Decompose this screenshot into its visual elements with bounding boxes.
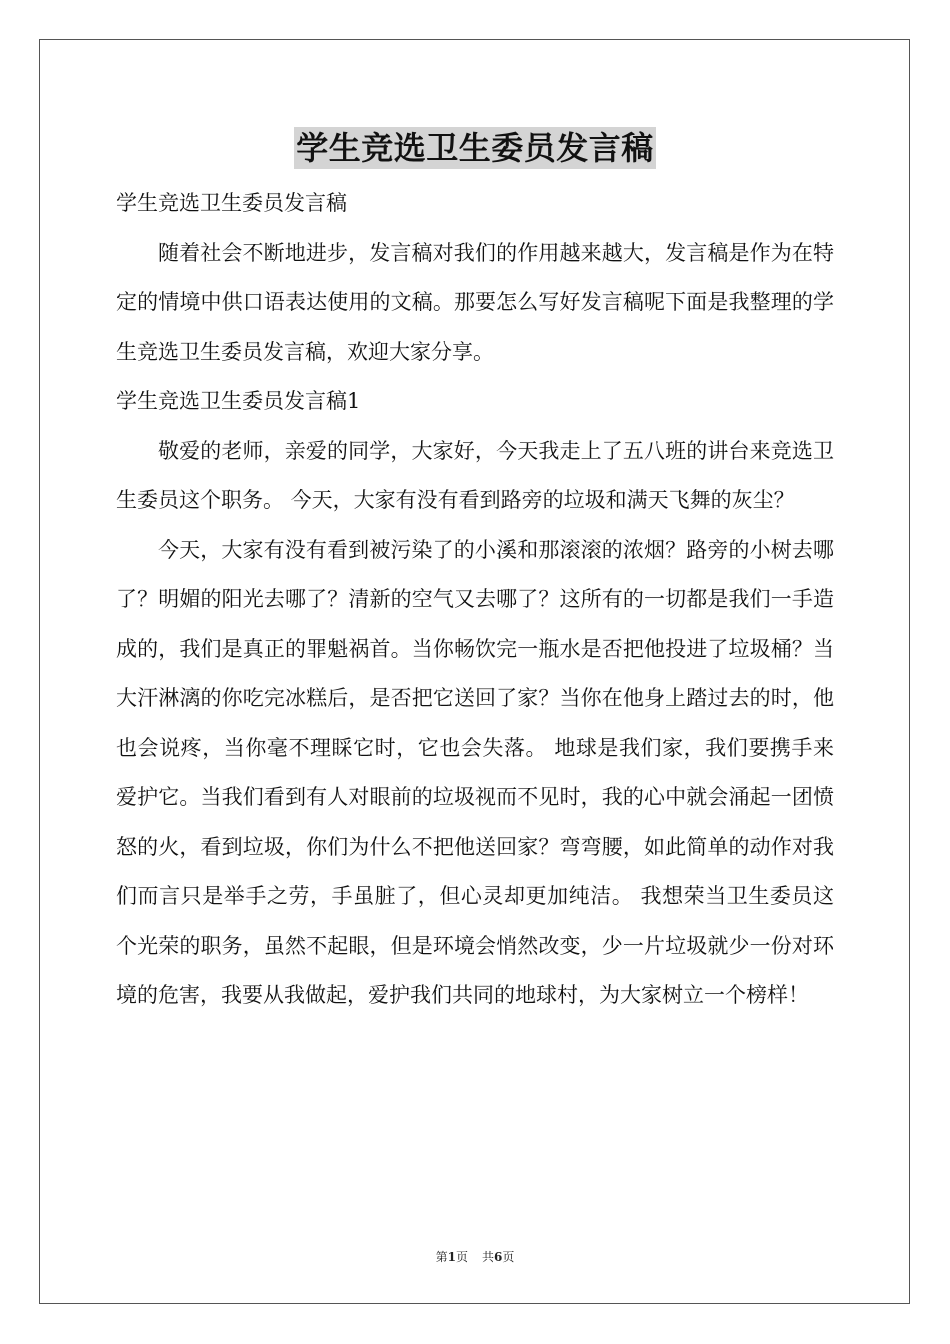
body-paragraph-1: 敬爱的老师，亲爱的同学，大家好，今天我走上了五八班的讲台来竞选卫生委员这个职务。 今天，大家有没有看到路旁的垃圾和满天飞舞的灰尘？ bbox=[116, 438, 834, 512]
page-footer bbox=[0, 1248, 950, 1265]
document-subtitle: 学生竞选卫生委员发言稿 bbox=[116, 191, 347, 215]
title-container bbox=[0, 127, 950, 169]
body-paragraph-2: 今天，大家有没有看到被污染了的小溪和那滚滚的浓烟？路旁的小树去哪了？明媚的阳光去哪了？清新的空气又去哪了？这所有的一切都是我们一手造成的，我们是真正的罪魁祸首。当你畅饮完一瓶水是否把他投进了垃圾桶？当大汗淋漓的你吃完冰糕后，是否把它送回了家？当你在他身上踏过去的时，他也会说疼，当你毫不理睬它时，它也会失落。 地球是我们家，我们要携手来爱护它。当我们看到有人对眼前的垃圾视而不见时，我的心中就会涌起一团愤怒的火，看到垃圾，你们为什么不把他送回家？弯弯腰，如此简单的动作对我们而言只是举手之劳，手虽脏了，但心灵却更加纯洁。 我想荣当卫生委员这个光荣的职务，虽然不起眼，但是环境会悄然改变，少一片垃圾就少一份对环境的危害，我要从我做起，爱护我们共同的地球村，为大家树立一个榜样！ bbox=[116, 537, 834, 1007]
footer-page-label: 页 bbox=[455, 1250, 468, 1264]
section-heading: 学生竞选卫生委员发言稿1 bbox=[116, 389, 361, 413]
document-title: 学生竞选卫生委员发言稿 bbox=[296, 129, 654, 167]
footer-page-current: 1 bbox=[447, 1250, 456, 1264]
footer-page-prefix: 第 bbox=[435, 1250, 448, 1264]
intro-paragraph: 随着社会不断地进步，发言稿对我们的作用越来越大，发言稿是作为在特定的情境中供口语表达使用的文稿。那要怎么写好发言稿呢下面是我整理的学生竞选卫生委员发言稿，欢迎大家分享。 bbox=[116, 240, 834, 364]
footer-total-label: 页 bbox=[502, 1250, 515, 1264]
document-body bbox=[116, 179, 834, 1021]
footer-total-prefix: 共 bbox=[482, 1250, 495, 1264]
footer-page-total: 6 bbox=[494, 1250, 503, 1264]
